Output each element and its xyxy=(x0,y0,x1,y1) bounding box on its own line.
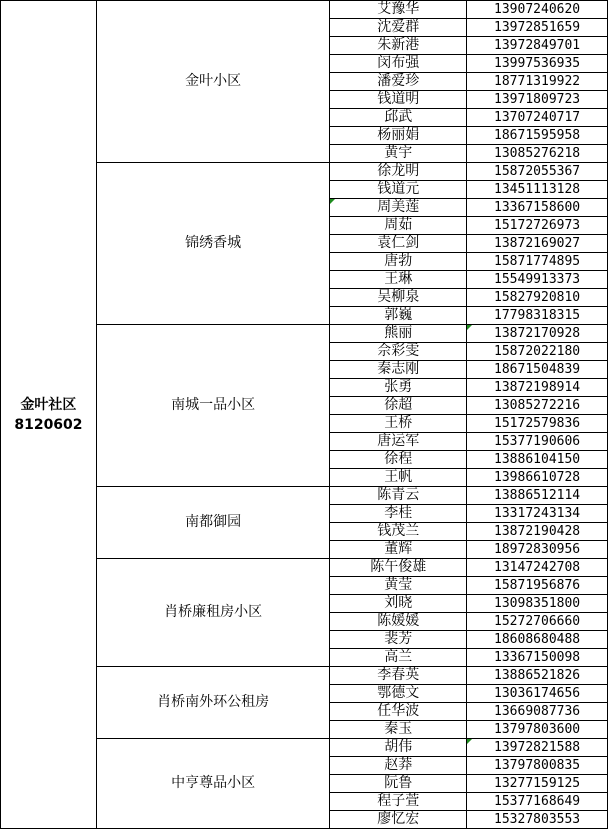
resident-phone-cell[interactable]: 15172726973 xyxy=(467,217,608,235)
community-cell[interactable] xyxy=(1,1,97,829)
resident-name-cell[interactable]: 王桥 xyxy=(330,415,467,433)
resident-name-cell[interactable]: 秦玉 xyxy=(330,721,467,739)
resident-phone-cell[interactable]: 15872022180 xyxy=(467,343,608,361)
resident-phone-cell[interactable]: 13872198914 xyxy=(467,379,608,397)
resident-phone-cell[interactable]: 13669087736 xyxy=(467,703,608,721)
resident-phone-cell[interactable]: 13872190428 xyxy=(467,523,608,541)
resident-name-cell[interactable]: 吴柳泉 xyxy=(330,289,467,307)
resident-name-cell[interactable]: 陈青云 xyxy=(330,487,467,505)
resident-phone-cell[interactable]: 13972821588 xyxy=(467,739,608,757)
resident-phone-cell[interactable]: 13971809723 xyxy=(467,91,608,109)
resident-name-cell[interactable]: 袁仁剑 xyxy=(330,235,467,253)
resident-phone-cell[interactable]: 13972849701 xyxy=(467,37,608,55)
resident-name-cell[interactable]: 钱道元 xyxy=(330,181,467,199)
resident-phone-cell[interactable]: 13797800835 xyxy=(467,757,608,775)
resident-name-cell[interactable]: 潘爱珍 xyxy=(330,73,467,91)
resident-name-cell[interactable]: 唐勃 xyxy=(330,253,467,271)
neighborhood-cell[interactable]: 中亨尊品小区 xyxy=(96,739,330,829)
resident-name-cell[interactable]: 裴芳 xyxy=(330,631,467,649)
resident-phone-cell[interactable]: 13367150098 xyxy=(467,649,608,667)
resident-name-cell[interactable]: 董辉 xyxy=(330,541,467,559)
resident-name-cell[interactable]: 鄂德文 xyxy=(330,685,467,703)
resident-name-cell[interactable]: 周美莲 xyxy=(330,199,467,217)
resident-name-cell[interactable]: 李春英 xyxy=(330,667,467,685)
resident-phone-cell[interactable]: 13872169027 xyxy=(467,235,608,253)
resident-phone-cell[interactable]: 15549913373 xyxy=(467,271,608,289)
resident-phone-cell[interactable]: 18608680488 xyxy=(467,631,608,649)
resident-name-cell[interactable]: 李桂 xyxy=(330,505,467,523)
neighborhood-cell[interactable]: 肖桥南外环公租房 xyxy=(96,667,330,739)
resident-phone-cell[interactable]: 13886104150 xyxy=(467,451,608,469)
resident-name-cell[interactable]: 徐程 xyxy=(330,451,467,469)
resident-name-cell[interactable]: 廖忆宏 xyxy=(330,811,467,829)
resident-phone-cell[interactable]: 15272706660 xyxy=(467,613,608,631)
resident-phone-cell[interactable]: 18771319922 xyxy=(467,73,608,91)
resident-phone-cell[interactable]: 13886521826 xyxy=(467,667,608,685)
resident-phone-cell[interactable]: 18671595958 xyxy=(467,127,608,145)
resident-phone-cell[interactable]: 15377168649 xyxy=(467,793,608,811)
resident-name-cell[interactable]: 周茹 xyxy=(330,217,467,235)
resident-phone-cell[interactable]: 13036174656 xyxy=(467,685,608,703)
community-code: 8120602 xyxy=(14,416,83,433)
resident-phone-cell[interactable]: 15827920810 xyxy=(467,289,608,307)
resident-name-cell[interactable]: 王帆 xyxy=(330,469,467,487)
resident-name-cell[interactable]: 阮鲁 xyxy=(330,775,467,793)
resident-name-cell[interactable]: 陈午俊雄 xyxy=(330,559,467,577)
resident-name-cell[interactable]: 闵布强 xyxy=(330,55,467,73)
resident-name-cell[interactable]: 郭巍 xyxy=(330,307,467,325)
resident-name-cell[interactable]: 陈媛媛 xyxy=(330,613,467,631)
resident-phone-cell[interactable]: 15872055367 xyxy=(467,163,608,181)
resident-phone-cell[interactable]: 15871774895 xyxy=(467,253,608,271)
resident-phone-cell[interactable]: 18972830956 xyxy=(467,541,608,559)
neighborhood-cell[interactable]: 锦绣香城 xyxy=(96,163,330,325)
resident-phone-cell[interactable]: 13886512114 xyxy=(467,487,608,505)
resident-name-cell[interactable]: 熊丽 xyxy=(330,325,467,343)
resident-phone-cell[interactable]: 13367158600 xyxy=(467,199,608,217)
resident-phone-cell[interactable]: 13085272216 xyxy=(467,397,608,415)
resident-phone-cell[interactable]: 15377190606 xyxy=(467,433,608,451)
resident-phone-cell[interactable]: 15172579836 xyxy=(467,415,608,433)
resident-name-cell[interactable]: 程子萱 xyxy=(330,793,467,811)
resident-name-cell[interactable]: 杨丽娟 xyxy=(330,127,467,145)
resident-phone-cell[interactable]: 15327803553 xyxy=(467,811,608,829)
resident-name-cell[interactable]: 任华波 xyxy=(330,703,467,721)
resident-name-cell[interactable]: 钱茂兰 xyxy=(330,523,467,541)
resident-name-cell[interactable]: 王琳 xyxy=(330,271,467,289)
resident-phone-cell[interactable]: 13907240620 xyxy=(467,1,608,19)
resident-phone-cell[interactable]: 13872170928 xyxy=(467,325,608,343)
resident-name-cell[interactable]: 徐超 xyxy=(330,397,467,415)
resident-phone-cell[interactable]: 13797803600 xyxy=(467,721,608,739)
resident-name-cell[interactable]: 佘彩雯 xyxy=(330,343,467,361)
resident-phone-cell[interactable]: 13147242708 xyxy=(467,559,608,577)
community-name: 金叶社区 xyxy=(20,396,77,413)
resident-phone-cell[interactable]: 13085276218 xyxy=(467,145,608,163)
resident-name-cell[interactable]: 朱新港 xyxy=(330,37,467,55)
resident-name-cell[interactable]: 邱武 xyxy=(330,109,467,127)
neighborhood-cell[interactable]: 肖桥廉租房小区 xyxy=(96,559,330,667)
resident-phone-cell[interactable]: 13707240717 xyxy=(467,109,608,127)
resident-phone-cell[interactable]: 13972851659 xyxy=(467,19,608,37)
resident-name-cell[interactable]: 赵莽 xyxy=(330,757,467,775)
resident-phone-cell[interactable]: 15871956876 xyxy=(467,577,608,595)
resident-name-cell[interactable]: 唐运军 xyxy=(330,433,467,451)
resident-name-cell[interactable]: 秦志刚 xyxy=(330,361,467,379)
neighborhood-cell[interactable]: 南都御园 xyxy=(96,487,330,559)
resident-phone-cell[interactable]: 13451113128 xyxy=(467,181,608,199)
resident-phone-cell[interactable]: 17798318315 xyxy=(467,307,608,325)
resident-name-cell[interactable]: 刘晓 xyxy=(330,595,467,613)
resident-phone-cell[interactable]: 13986610728 xyxy=(467,469,608,487)
resident-name-cell[interactable]: 胡伟 xyxy=(330,739,467,757)
table-row xyxy=(1,1,608,19)
resident-name-cell[interactable]: 张勇 xyxy=(330,379,467,397)
neighborhood-cell[interactable]: 金叶小区 xyxy=(96,1,330,163)
resident-name-cell[interactable]: 黄宇 xyxy=(330,145,467,163)
resident-name-cell[interactable]: 沈爱群 xyxy=(330,19,467,37)
resident-name-cell[interactable]: 艾豫华 xyxy=(330,1,467,19)
resident-name-cell[interactable]: 钱道明 xyxy=(330,91,467,109)
resident-phone-cell[interactable]: 13098351800 xyxy=(467,595,608,613)
resident-name-cell[interactable]: 高兰 xyxy=(330,649,467,667)
resident-name-cell[interactable]: 徐龙明 xyxy=(330,163,467,181)
resident-phone-cell[interactable]: 13997536935 xyxy=(467,55,608,73)
resident-phone-cell[interactable]: 13317243134 xyxy=(467,505,608,523)
neighborhood-cell[interactable]: 南城一品小区 xyxy=(96,325,330,487)
resident-phone-cell[interactable]: 13277159125 xyxy=(467,775,608,793)
resident-phone-cell[interactable]: 18671504839 xyxy=(467,361,608,379)
resident-name-cell[interactable]: 黄莹 xyxy=(330,577,467,595)
